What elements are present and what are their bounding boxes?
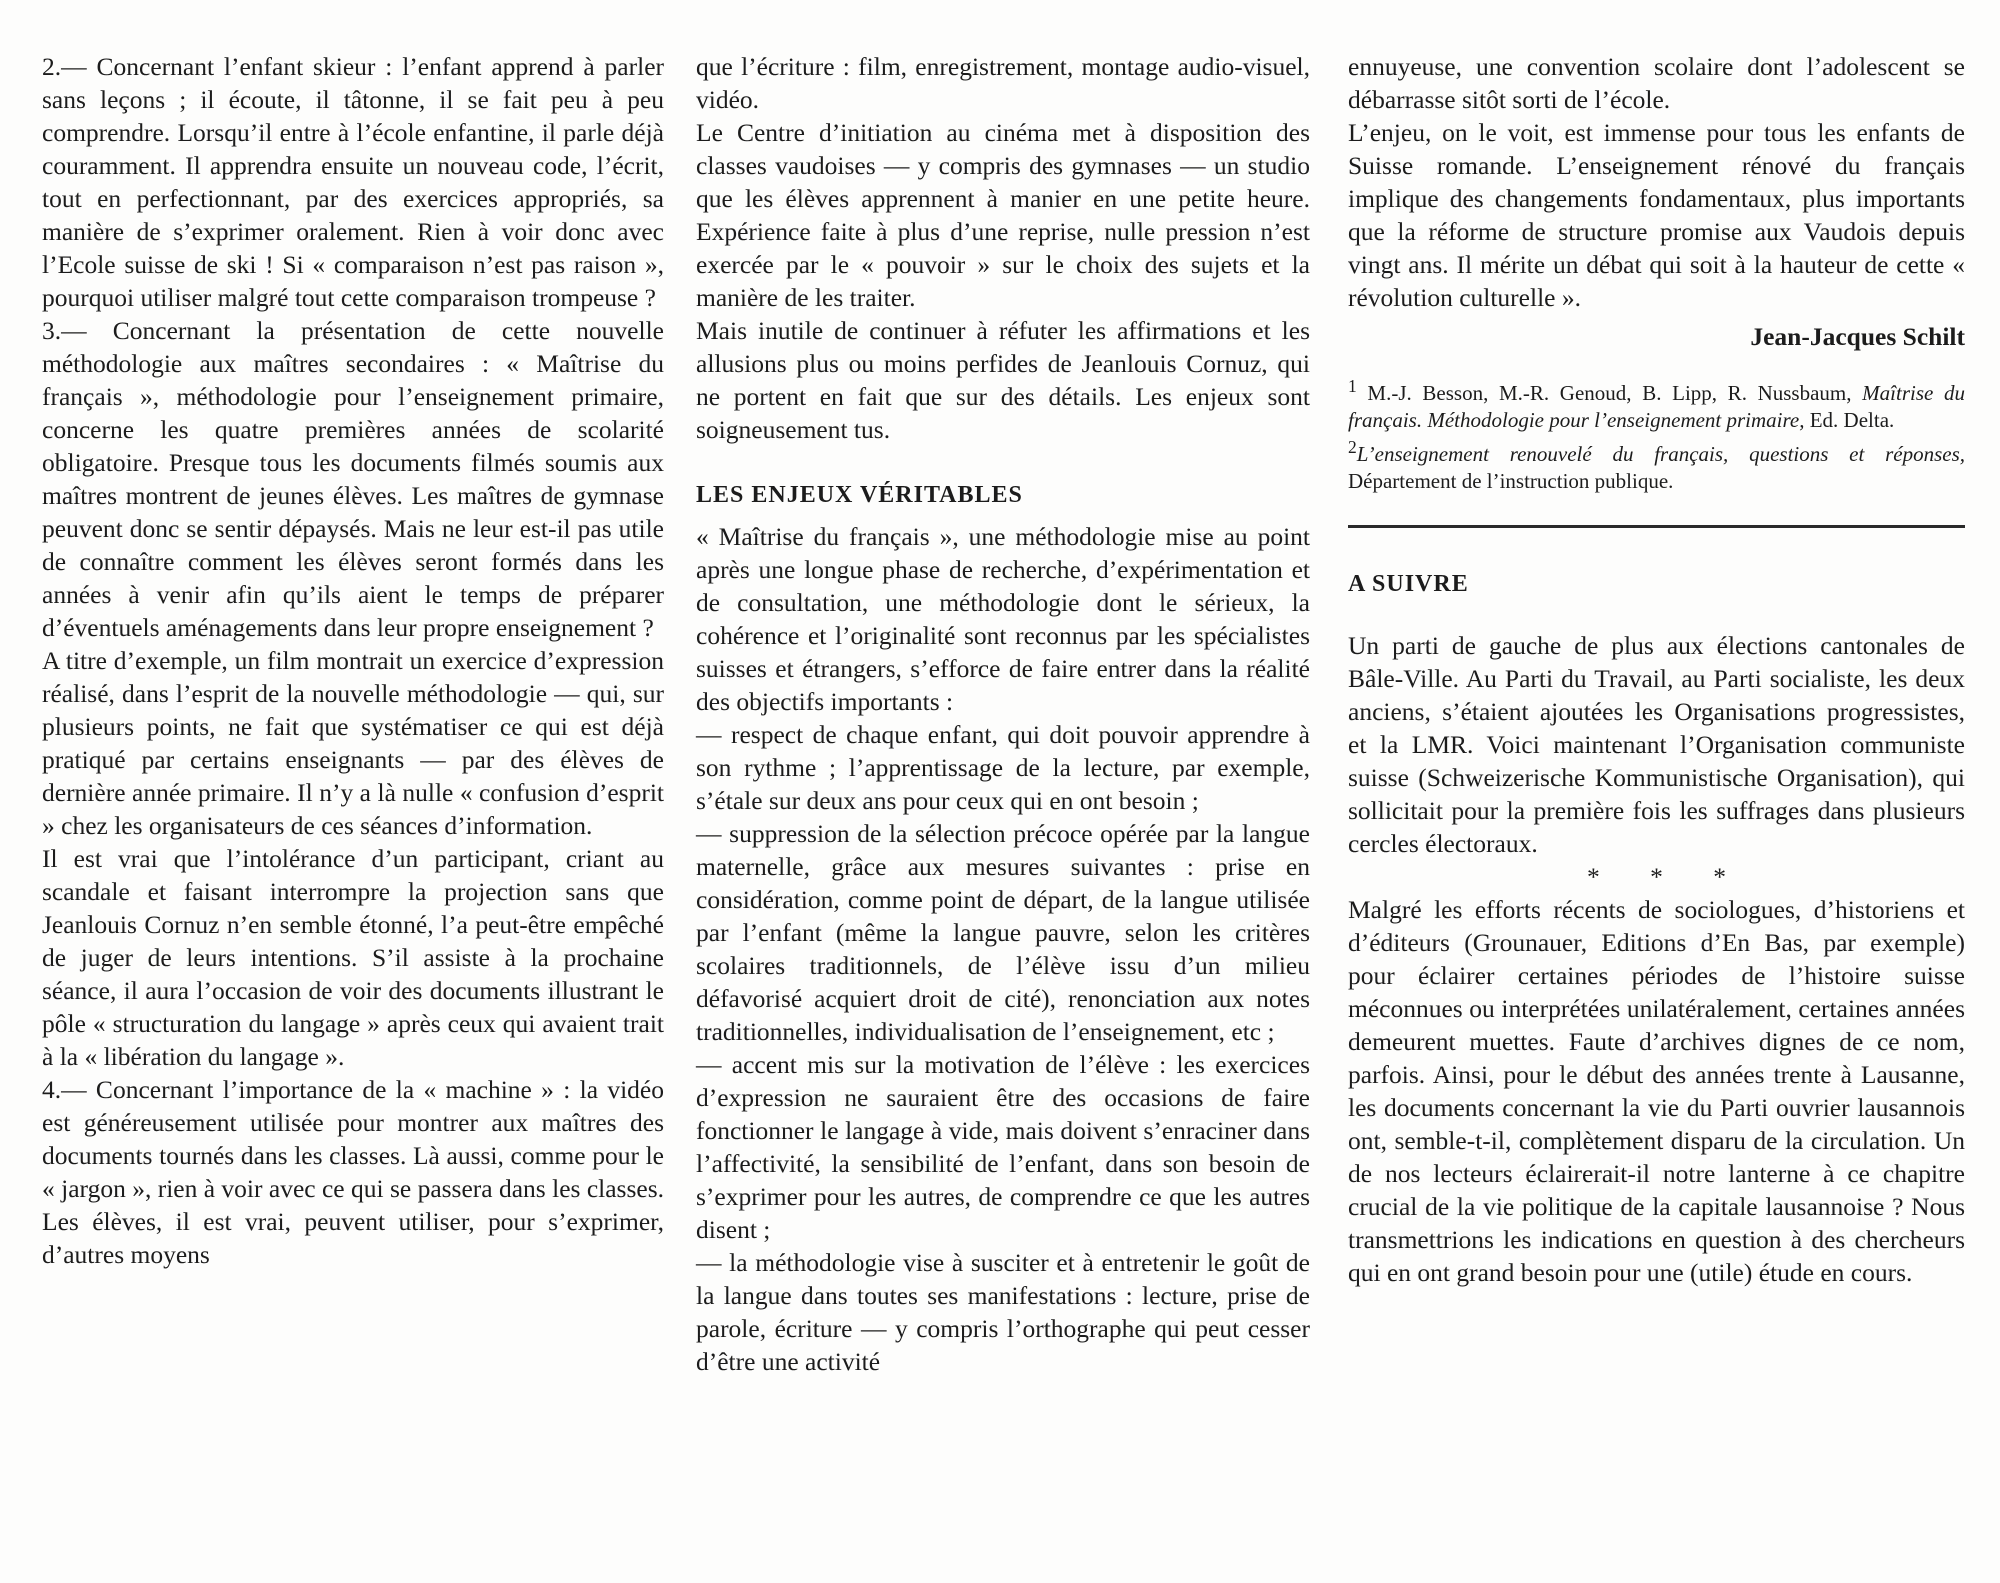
footnote-title: Maîtrise du français. Méthodologie pour l’enseignement primaire, — [1348, 381, 1965, 432]
paragraph: Un parti de gauche de plus aux élections cantonales de Bâle-Ville. Au Parti du Travail, au Parti socialiste, les deux anciens, s’étaient ajoutées les Organisations progressistes, et la LMR. Voici maintenant l’Organisation communiste suisse (Schweizerische Kommunistische Organisation), qui sollicitait pour la première fois les suffrages dans plusieurs cercles électoraux. — [1348, 631, 1965, 858]
footnote-publisher: Ed. Delta. — [1809, 408, 1895, 432]
paragraph: Malgré les efforts récents de sociologues, d’historiens et d’éditeurs (Grounauer, Editions d’En Bas, par exemple) pour éclairer certaines périodes de l’histoire suisse méconnues ou interprétées unilatéralement, certaines années demeurent muettes. Faute d’archives dignes de ce nom, parfois. Ainsi, pour le début des années trente à Lausanne, les documents concernant la vie du Parti ouvrier lausannois ont, semble-t-il, complètement disparu de la circulation. Un de nos lecteurs éclairerait-il notre lanterne à ce chapitre crucial de la vie politique de la capitale lausannoise ? Nous transmettrions les indications en question à des chercheurs qui en ont grand besoin pour une (utile) étude en cours. — [1348, 895, 1965, 1287]
footnote-publisher: Département de l’instruction publique. — [1348, 469, 1674, 493]
paragraph: Mais inutile de continuer à réfuter les affirmations et les allusions plus ou moins perfides de Jeanlouis Cornuz, qui ne portent en fait que sur des détails. Les enjeux sont soigneusement tus. — [696, 316, 1310, 444]
paragraph: Le Centre d’initiation au cinéma met à disposition des classes vaudoises — y compris des gymnases — un studio que les élèves apprennent à manier en une petite heure. Expérience faite à plus d’une reprise, nulle pression n’est exercée par le « pouvoir » sur le choix des sujets et la manière de les traiter. — [696, 118, 1310, 312]
section-heading: A SUIVRE — [1348, 571, 1469, 597]
footnote-title: L’enseignement renouvelé du français, questions et réponses, — [1356, 442, 1965, 466]
paragraph: — suppression de la sélection précoce opérée par la langue maternelle, grâce aux mesures suivantes : prise en considération, comme point de départ, de la langue utilisée par l’enfant (même la langue pauvre, selon les critères scolaires traditionnels, de l’élève issu d’un milieu défavorisé acquiert droit de cité), renonciation aux notes traditionnelles, individualisation de l’enseignement, etc ; — [696, 819, 1310, 1046]
asterism-separator: * * * — [1587, 862, 1748, 891]
footnote — [1348, 373, 1965, 434]
footnote-authors: M.-J. Besson, M.-R. Genoud, B. Lipp, R. Nussbaum, — [1367, 381, 1852, 405]
section-heading: LES ENJEUX VÉRITABLES — [696, 482, 1023, 508]
footnote-number: 2 — [1348, 437, 1357, 457]
author-signature: Jean-Jacques Schilt — [1750, 322, 1965, 351]
footnote — [1348, 434, 1965, 495]
footnote-number: 1 — [1348, 376, 1357, 396]
paragraph: Il est vrai que l’intolérance d’un participant, criant au scandale et faisant interrompre la projection sans que Jeanlouis Cornuz n’en semble étonné, l’a peut-être empêché de juger de leurs intentions. S’il assiste à la prochaine séance, il aura l’occasion de voir des documents illustrant le pôle « structuration du langage » après ceux qui avaient trait à la « libération du langage ». — [42, 844, 664, 1071]
paragraph: 2.— Concernant l’enfant skieur : l’enfant apprend à parler sans leçons ; il écoute, il tâtonne, il se fait peu à peu comprendre. Lorsqu’il entre à l’école enfantine, il parle déjà couramment. Il apprendra ensuite un nouveau code, l’écrit, tout en perfectionnant, par des exercices appropriés, sa manière de s’exprimer oralement. Rien à voir donc avec l’Ecole suisse de ski ! Si « comparaison n’est pas raison », pourquoi utiliser malgré tout cette comparaison trompeuse ? — [42, 52, 664, 312]
footnotes — [1348, 373, 1965, 495]
section-divider — [1348, 525, 1965, 528]
paragraph: — accent mis sur la motivation de l’élève : les exercices d’expression ne sauraient être des occasions de faire fonctionner le langage à vide, mais doivent s’enraciner dans l’affectivité, la sensibilité de l’enfant, dans son besoin de s’exprimer pour les autres, de comprendre ce que les autres disent ; — [696, 1050, 1310, 1244]
paragraph: ennuyeuse, une convention scolaire dont l’adolescent se débarrasse sitôt sorti de l’école. — [1348, 52, 1965, 114]
column-1 — [42, 50, 664, 1271]
paragraph: 3.— Concernant la présentation de cette nouvelle méthodologie aux maîtres secondaires : « Maîtrise du français », méthodologie pour l’enseignement primaire, concerne les quatre premières années de scolarité obligatoire. Presque tous les documents filmés soumis aux maîtres montrent de jeunes élèves. Les maîtres de gymnase peuvent donc se sentir dépaysés. Mais ne leur est-il pas utile de connaître comment les élèves seront formés dans les années à venir afin qu’ils aient le temps de préparer d’éventuels aménagements dans leur propre enseignement ? — [42, 316, 664, 642]
column-2 — [696, 50, 1310, 1378]
column-3 — [1348, 50, 1965, 1289]
paragraph: que l’écriture : film, enregistrement, montage audio-visuel, vidéo. — [696, 52, 1310, 114]
paragraph: — la méthodologie vise à susciter et à entretenir le goût de la langue dans toutes ses manifestations : lecture, prise de parole, écriture — y compris l’orthographe qui peut cesser d’être une activité — [696, 1248, 1310, 1376]
paragraph: 4.— Concernant l’importance de la « machine » : la vidéo est généreusement utilisée pour montrer aux maîtres des documents tournés dans les classes. Là aussi, comme pour le « jargon », rien à voir avec ce qui se passera dans les classes. Les élèves, il est vrai, peuvent utiliser, pour s’exprimer, d’autres moyens — [42, 1075, 664, 1269]
paragraph: « Maîtrise du français », une méthodologie mise au point après une longue phase de recherche, d’expérimentation et de consultation, une méthodologie dont le sérieux, la cohérence et l’originalité sont reconnus par les spécialistes suisses et étrangers, s’efforce de faire entrer dans la réalité des objectifs importants : — [696, 522, 1310, 716]
paragraph: L’enjeu, on le voit, est immense pour tous les enfants de Suisse romande. L’enseignement rénové du français implique des changements fondamentaux, plus importants que la réforme de structure promise aux Vaudois depuis vingt ans. Il mérite un débat qui soit à la hauteur de cette « révolution culturelle ». — [1348, 118, 1965, 312]
paragraph: — respect de chaque enfant, qui doit pouvoir apprendre à son rythme ; l’apprentissage de la lecture, par exemple, s’étale sur deux ans pour ceux qui en ont besoin ; — [696, 720, 1310, 815]
paragraph: A titre d’exemple, un film montrait un exercice d’expression réalisé, dans l’esprit de la nouvelle méthodologie — qui, sur plusieurs points, ne fait que systématiser ce qui est déjà pratiqué par certains enseignants — par des élèves de dernière année primaire. Il n’y a là nulle « confusion d’esprit » chez les organisateurs de ces séances d’information. — [42, 646, 664, 840]
